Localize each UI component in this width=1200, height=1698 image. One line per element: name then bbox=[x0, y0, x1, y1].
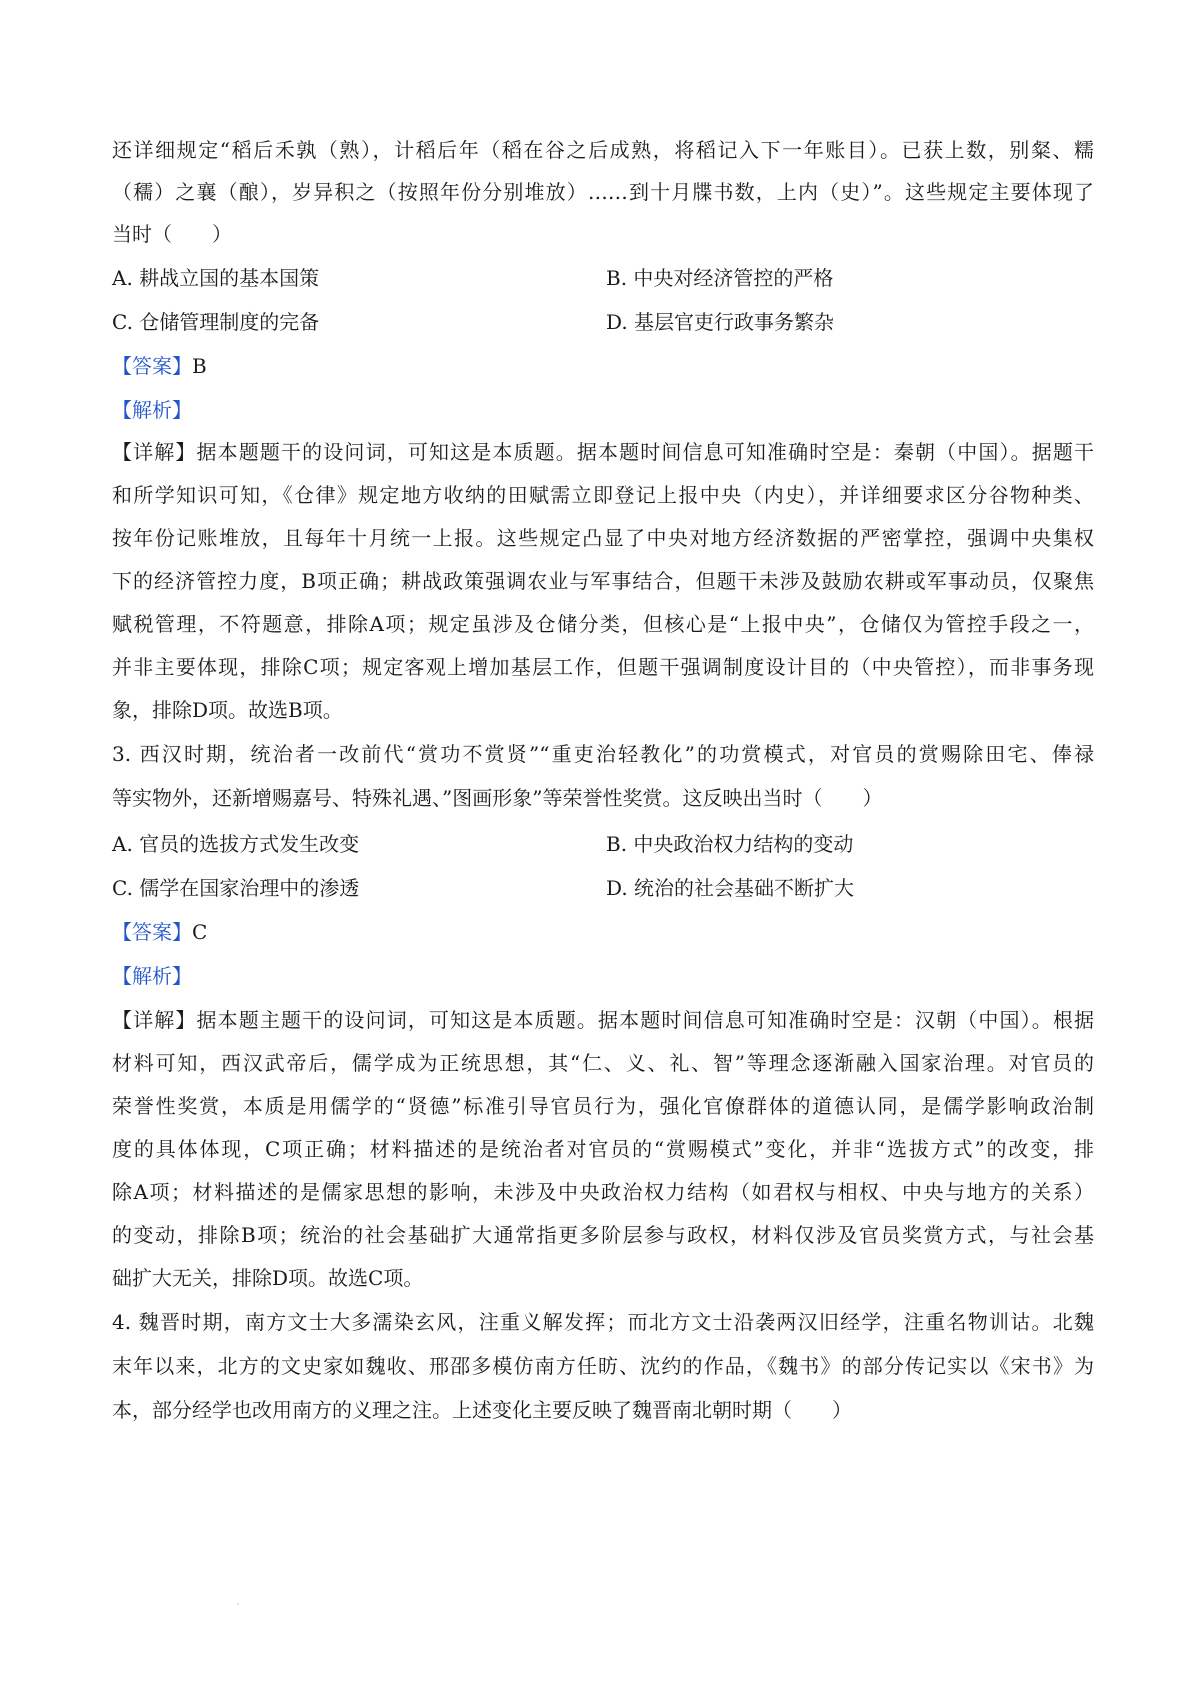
question-2-detail-line: 【详解】据本题题干的设问词，可知这是本质题。据本题时间信息可知准确时空是：秦朝（中国）。据题干 bbox=[112, 440, 1094, 464]
question-2-option-d: D. 基层官吏行政事务繁杂 bbox=[606, 310, 835, 334]
question-2-detail-line: 象，排除D项。故选B项。 bbox=[112, 698, 343, 722]
question-2-option-c: C. 仓储管理制度的完备 bbox=[112, 310, 320, 334]
question-3-option-b: B. 中央政治权力结构的变动 bbox=[606, 832, 854, 856]
question-4-stem-line: 4. 魏晋时期，南方文士大多濡染玄风，注重义解发挥；而北方文士沿袭两汉旧经学，注重名物训诂。北魏 bbox=[112, 1310, 1094, 1334]
question-3-detail-line: 的变动，排除B项；统治的社会基础扩大通常指更多阶层参与政权，材料仅涉及官员奖赏方式，与社会基 bbox=[112, 1223, 1094, 1247]
question-2-detail-line: 下的经济管控力度，B项正确；耕战政策强调农业与军事结合，但题干未涉及鼓励农耕或军事动员，仅聚焦 bbox=[112, 569, 1094, 593]
question-2-answer bbox=[112, 354, 207, 378]
question-3-detail-line: 材料可知，西汉武帝后，儒学成为正统思想，其“仁、义、礼、智”等理念逐渐融入国家治理。对官员的 bbox=[112, 1051, 1094, 1075]
question-3-option-d: D. 统治的社会基础不断扩大 bbox=[606, 876, 855, 900]
answer-tag: 【答案】 bbox=[112, 354, 192, 378]
question-2-stem-line: 当时（ ） bbox=[112, 222, 232, 246]
question-2-detail-line: 并非主要体现，排除C项；规定客观上增加基层工作，但题干强调制度设计目的（中央管控），而非事务现 bbox=[112, 655, 1094, 679]
question-3-option-a: A. 官员的选拔方式发生改变 bbox=[112, 832, 360, 856]
answer-value: B bbox=[192, 354, 207, 378]
question-3-analysis-tag: 【解析】 bbox=[112, 964, 192, 988]
question-2-option-b: B. 中央对经济管控的严格 bbox=[606, 266, 834, 290]
question-2-detail-line: 按年份记账堆放，且每年十月统一上报。这些规定凸显了中央对地方经济数据的严密掌控，强调中央集权 bbox=[112, 526, 1094, 550]
question-3-answer bbox=[112, 920, 207, 944]
answer-value: C bbox=[192, 920, 208, 944]
scan-speck bbox=[237, 1603, 239, 1605]
answer-tag: 【答案】 bbox=[112, 920, 192, 944]
question-2-stem-line: 还详细规定“稻后禾孰（熟），计稻后年（稻在谷之后成熟，将稻记入下一年账目）。已获上数，别粲、糯 bbox=[112, 138, 1094, 162]
question-3-detail-line: 础扩大无关，排除D项。故选C项。 bbox=[112, 1266, 424, 1290]
question-3-option-c: C. 儒学在国家治理中的渗透 bbox=[112, 876, 360, 900]
question-3-stem-line: 3. 西汉时期，统治者一改前代“赏功不赏贤”“重吏治轻教化”的功赏模式，对官员的赏赐除田宅、俸禄 bbox=[112, 742, 1094, 766]
question-2-detail-line: 和所学知识可知，《仓律》规定地方收纳的田赋需立即登记上报中央（内史），并详细要求区分谷物种类、 bbox=[112, 483, 1094, 507]
question-4-stem-line: 末年以来，北方的文史家如魏收、邢邵多模仿南方任昉、沈约的作品，《魏书》的部分传记实以《宋书》为 bbox=[112, 1354, 1094, 1378]
question-4-stem-line: 本，部分经学也改用南方的义理之注。上述变化主要反映了魏晋南北朝时期（ ） bbox=[112, 1398, 852, 1422]
question-2-option-a: A. 耕战立国的基本国策 bbox=[112, 266, 320, 290]
question-3-detail-line: 【详解】据本题主题干的设问词，可知这是本质题。据本题时间信息可知准确时空是：汉朝（中国）。根据 bbox=[112, 1008, 1094, 1032]
question-3-stem-line: 等实物外，还新增赐嘉号、特殊礼遇、”图画形象”等荣誉性奖赏。这反映出当时（ ） bbox=[112, 786, 883, 810]
question-3-detail-line: 除A项；材料描述的是儒家思想的影响，未涉及中央政治权力结构（如君权与相权、中央与地方的关系） bbox=[112, 1180, 1094, 1204]
question-2-detail-line: 赋税管理，不符题意，排除A项；规定虽涉及仓储分类，但核心是“上报中央”，仓储仅为管控手段之一， bbox=[112, 612, 1094, 636]
question-3-detail-line: 荣誉性奖赏，本质是用儒学的“贤德”标准引导官员行为，强化官僚群体的道德认同，是儒学影响政治制 bbox=[112, 1094, 1094, 1118]
question-2-analysis-tag: 【解析】 bbox=[112, 398, 192, 422]
question-2-stem-line: （穤）之襄（酿），岁异积之（按照年份分别堆放）……到十月牒书数，上内（史）”。这些规定主要体现了 bbox=[112, 180, 1094, 204]
question-3-detail-line: 度的具体体现，C项正确；材料描述的是统治者对官员的“赏赐模式”变化，并非“选拔方式”的改变，排 bbox=[112, 1137, 1094, 1161]
